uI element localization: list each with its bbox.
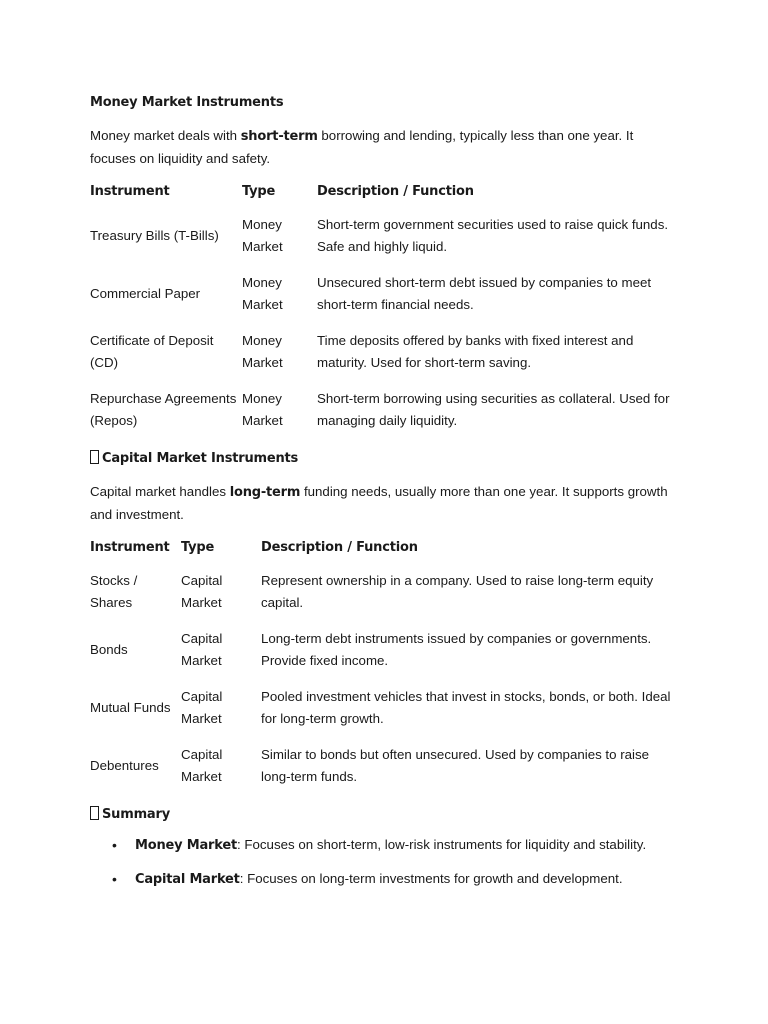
- instrument-cell: Bonds: [90, 642, 128, 657]
- bullet-icon: •: [112, 837, 117, 853]
- description-cell: Short-term borrowing using securities as collateral. Used for managing daily liquidity.: [317, 391, 670, 428]
- table-row: [90, 684, 677, 742]
- instrument-cell: Treasury Bills (T-Bills): [90, 228, 219, 243]
- description-cell: Pooled investment vehicles that invest in stocks, bonds, or both. Ideal for long-term growth.: [261, 689, 671, 726]
- type-cell: Money Market: [242, 391, 283, 428]
- summary-label: Capital Market: [135, 872, 240, 887]
- table-row: [90, 568, 677, 626]
- instrument-cell: Certificate of Deposit (CD): [90, 333, 214, 370]
- intro-text: funding needs, usually more than one year. It supports growth and investment.: [90, 484, 668, 522]
- description-cell: Time deposits offered by banks with fixed interest and maturity. Used for short-term saving.: [317, 333, 634, 370]
- summary-label: Money Market: [135, 838, 237, 853]
- type-cell: Capital Market: [181, 747, 223, 784]
- column-header-instrument: Instrument: [90, 540, 170, 555]
- column-header-instrument: Instrument: [90, 184, 170, 199]
- instrument-cell: Commercial Paper: [90, 286, 201, 301]
- summary-list: [90, 834, 680, 891]
- table-row: [90, 328, 677, 386]
- instrument-cell: Repurchase Agreements (Repos): [90, 391, 237, 428]
- table-row: [90, 270, 677, 328]
- table-header-row: [90, 535, 677, 568]
- intro-text: Money market deals with: [90, 128, 241, 143]
- table-row: [90, 386, 677, 444]
- instrument-cell: Stocks / Shares: [90, 573, 138, 610]
- description-cell: Long-term debt instruments issued by companies or governments. Provide fixed income.: [261, 631, 652, 668]
- column-header-description: Description / Function: [317, 184, 474, 199]
- description-cell: Unsecured short-term debt issued by companies to meet short-term financial needs.: [317, 275, 652, 312]
- missing-glyph-icon: [90, 450, 99, 464]
- money-market-heading: Money Market Instruments: [90, 95, 284, 110]
- missing-glyph-icon: [90, 806, 99, 820]
- column-header-type: Type: [242, 184, 276, 199]
- money-market-table: [90, 179, 677, 444]
- heading-text: Summary: [102, 807, 170, 822]
- intro-bold-term: long-term: [229, 485, 301, 500]
- type-cell: Money Market: [242, 275, 283, 312]
- intro-bold-term: short-term: [240, 129, 318, 144]
- capital-market-intro: [90, 481, 680, 526]
- summary-text: : Focuses on long-term investments for growth and development.: [239, 871, 623, 886]
- type-cell: Capital Market: [181, 573, 223, 610]
- description-cell: Similar to bonds but often unsecured. Used by companies to raise long-term funds.: [261, 747, 650, 784]
- type-cell: Capital Market: [181, 631, 223, 668]
- table-row: [90, 742, 677, 800]
- table-header-row: [90, 179, 677, 212]
- type-cell: Money Market: [242, 333, 283, 370]
- summary-heading: [90, 804, 680, 826]
- type-cell: Money Market: [242, 217, 283, 254]
- column-header-description: Description / Function: [261, 540, 418, 555]
- description-cell: Short-term government securities used to raise quick funds. Safe and highly liquid.: [317, 217, 669, 254]
- intro-text: borrowing and lending, typically less than one year. It focuses on liquidity and safety.: [90, 128, 634, 166]
- document-page: [90, 92, 680, 902]
- table-row: [90, 626, 677, 684]
- summary-text: : Focuses on short-term, low-risk instruments for liquidity and stability.: [237, 837, 647, 852]
- instrument-cell: Debentures: [90, 758, 159, 773]
- column-header-type: Type: [181, 540, 215, 555]
- capital-market-heading: [90, 448, 680, 470]
- description-cell: Represent ownership in a company. Used to raise long-term equity capital.: [261, 573, 654, 610]
- table-row: [90, 212, 677, 270]
- instrument-cell: Mutual Funds: [90, 700, 171, 715]
- list-item: [90, 834, 680, 857]
- list-item: [90, 868, 680, 891]
- money-market-intro: [90, 125, 680, 170]
- type-cell: Capital Market: [181, 689, 223, 726]
- heading-text: Capital Market Instruments: [102, 451, 299, 466]
- capital-market-table: [90, 535, 677, 800]
- intro-text: Capital market handles: [90, 484, 230, 499]
- bullet-icon: •: [112, 871, 117, 887]
